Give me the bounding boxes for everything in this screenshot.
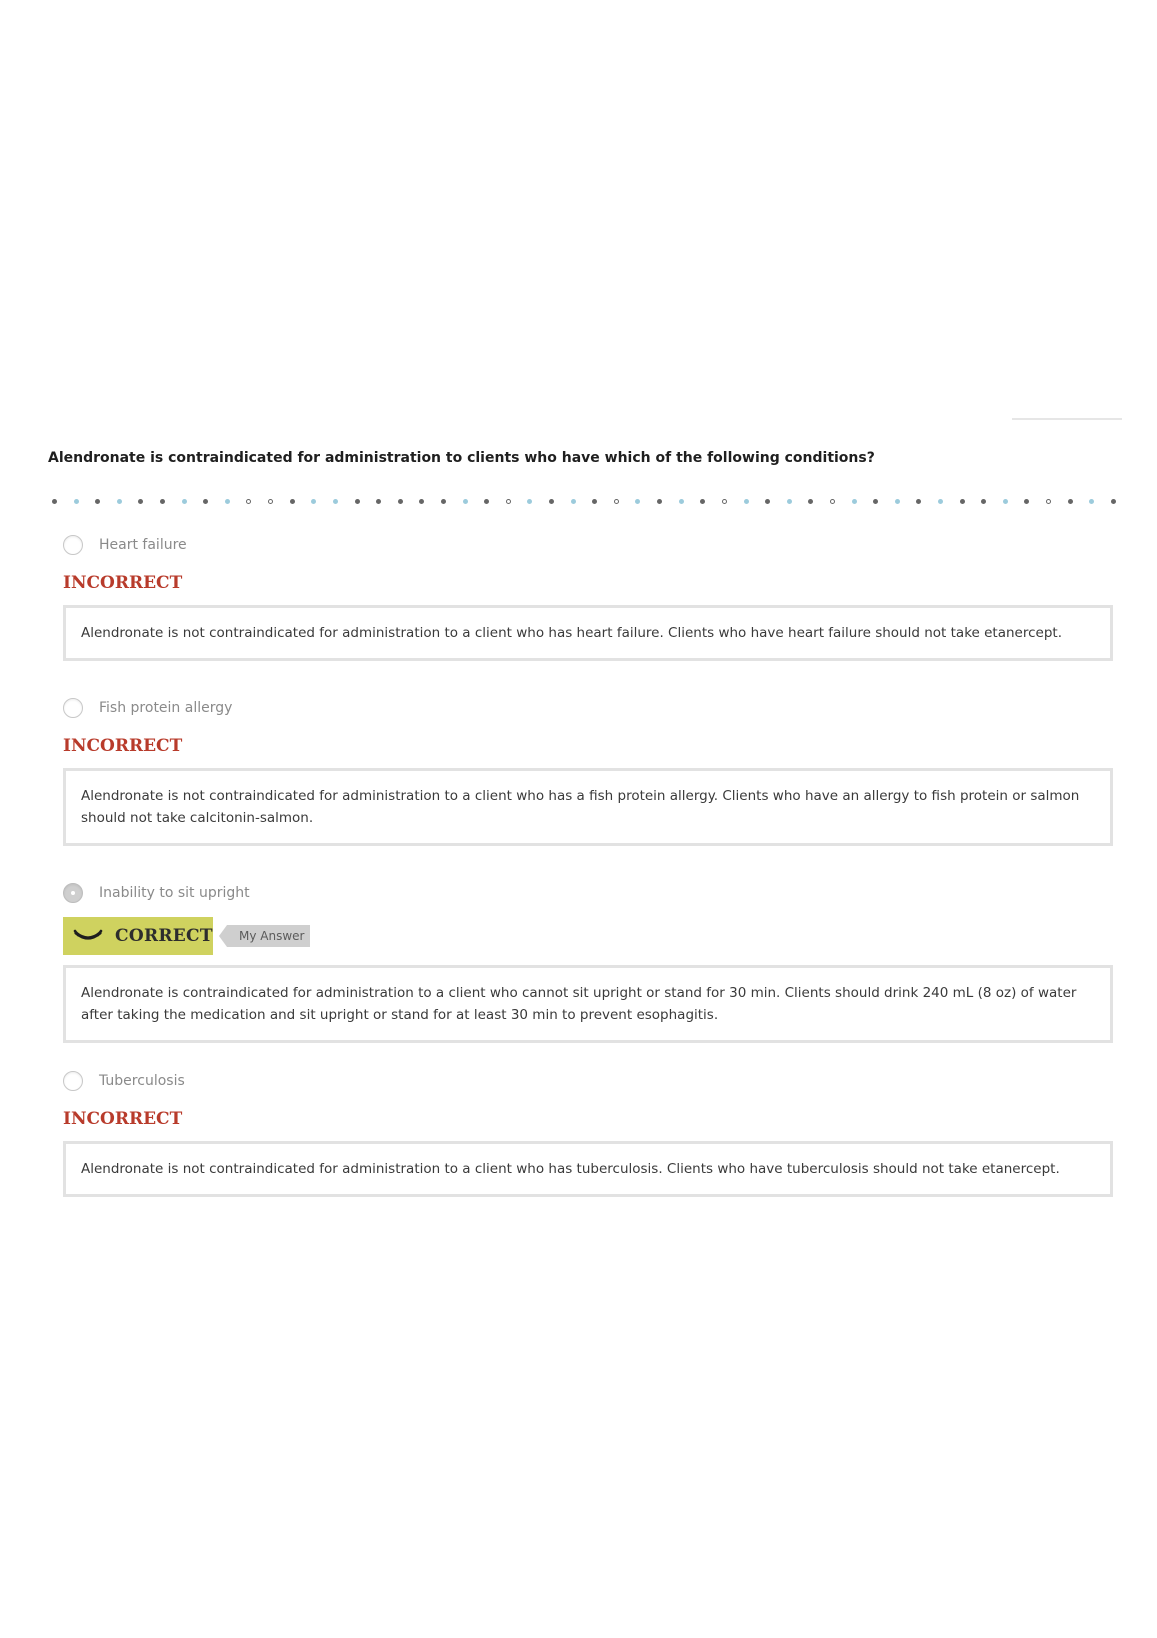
question-text: Alendronate is contraindicated for administration to clients who have which of the following conditions? <box>48 450 875 466</box>
radio-button[interactable] <box>63 698 83 718</box>
incorrect-status: INCORRECT <box>63 1109 183 1129</box>
progress-dot <box>549 499 554 504</box>
answer-option-heart-failure <box>63 533 1113 661</box>
progress-dot <box>981 499 986 504</box>
progress-dot <box>765 499 770 504</box>
progress-dot <box>355 499 360 504</box>
progress-dot <box>1046 499 1051 504</box>
option-label: Tuberculosis <box>99 1073 185 1089</box>
progress-dot <box>895 499 900 504</box>
progress-dot <box>744 499 749 504</box>
progress-dot <box>268 499 273 504</box>
rationale-box: Alendronate is not contraindicated for administration to a client who has a fish protein allergy. Clients who have an allergy to fish protein or salmon should not take calcitonin-salmon. <box>63 768 1113 846</box>
progress-dot <box>419 499 424 504</box>
progress-dot <box>787 499 792 504</box>
progress-dot <box>74 499 79 504</box>
progress-dot <box>95 499 100 504</box>
progress-dot <box>138 499 143 504</box>
progress-dot <box>1024 499 1029 504</box>
progress-dot <box>852 499 857 504</box>
progress-dot <box>52 499 57 504</box>
answer-option-inability-to-sit-upright <box>63 881 1113 1043</box>
progress-dot <box>246 499 251 504</box>
rationale-box: Alendronate is contraindicated for administration to a client who cannot sit upright or stand for 30 min. Clients should drink 240 mL (8 oz) of water after taking the medication and sit upright or stand for at least 30 min to prevent esophagitis. <box>63 965 1113 1043</box>
progress-dot <box>916 499 921 504</box>
rationale-box: Alendronate is not contraindicated for administration to a client who has heart failure. Clients who have heart failure should not take etanercept. <box>63 605 1113 661</box>
option-label: Inability to sit upright <box>99 885 250 901</box>
incorrect-status: INCORRECT <box>63 736 183 756</box>
smile-icon <box>73 928 103 944</box>
progress-dot <box>679 499 684 504</box>
progress-dot <box>830 499 835 504</box>
radio-button-selected[interactable] <box>63 883 83 903</box>
progress-dot <box>592 499 597 504</box>
progress-dot <box>506 499 511 504</box>
progress-dot <box>527 499 532 504</box>
top-tab-indicator <box>1012 414 1122 420</box>
progress-dot <box>160 499 165 504</box>
radio-button[interactable] <box>63 535 83 555</box>
progress-dot <box>722 499 727 504</box>
progress-dot <box>700 499 705 504</box>
my-answer-tag: My Answer <box>227 925 310 947</box>
correct-badge <box>63 917 213 955</box>
option-label: Heart failure <box>99 537 187 553</box>
progress-dot <box>333 499 338 504</box>
progress-dot <box>938 499 943 504</box>
progress-dot <box>203 499 208 504</box>
correct-status: CORRECT <box>115 926 213 946</box>
progress-dot <box>463 499 468 504</box>
answer-option-fish-protein-allergy <box>63 696 1113 846</box>
progress-dot <box>960 499 965 504</box>
progress-dot <box>571 499 576 504</box>
progress-dot <box>117 499 122 504</box>
progress-dot <box>1003 499 1008 504</box>
progress-dot <box>635 499 640 504</box>
incorrect-status: INCORRECT <box>63 573 183 593</box>
option-label: Fish protein allergy <box>99 700 233 716</box>
progress-dot <box>1111 499 1116 504</box>
progress-dot <box>441 499 446 504</box>
progress-dots <box>52 494 1116 508</box>
progress-dot <box>657 499 662 504</box>
rationale-box: Alendronate is not contraindicated for administration to a client who has tuberculosis. Clients who have tuberculosis should not take etanercept. <box>63 1141 1113 1197</box>
progress-dot <box>484 499 489 504</box>
progress-dot <box>311 499 316 504</box>
answer-option-tuberculosis <box>63 1069 1113 1197</box>
progress-dot <box>398 499 403 504</box>
radio-button[interactable] <box>63 1071 83 1091</box>
progress-dot <box>225 499 230 504</box>
progress-dot <box>808 499 813 504</box>
progress-dot <box>290 499 295 504</box>
progress-dot <box>614 499 619 504</box>
progress-dot <box>182 499 187 504</box>
progress-dot <box>376 499 381 504</box>
progress-dot <box>1068 499 1073 504</box>
progress-dot <box>873 499 878 504</box>
progress-dot <box>1089 499 1094 504</box>
